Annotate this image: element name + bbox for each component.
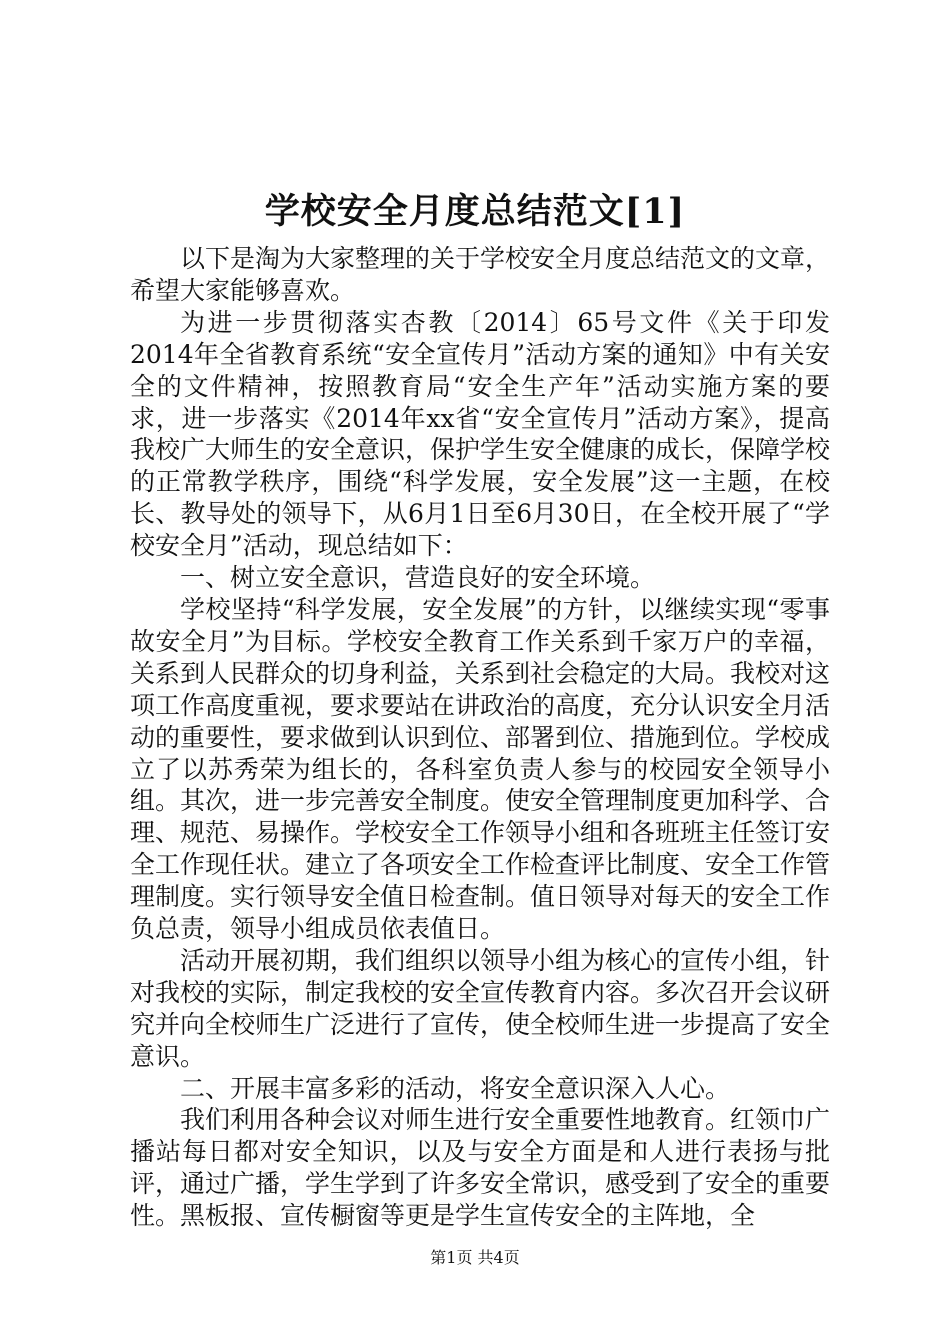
page-footer: 第1页 共4页 xyxy=(430,1248,520,1267)
document-body xyxy=(130,243,830,1232)
paragraph-intro: 以下是淘为大家整理的关于学校安全月度总结范文的文章，希望大家能够喜欢。 xyxy=(130,244,831,305)
paragraph-activity-start: 活动开展初期，我们组织以领导小组为核心的宣传小组，针对我校的实际，制定我校的安全宣传教育内容。多次召开会议研究并向全校师生广泛进行了宣传，使全校师生进一步提高了安全意识。 xyxy=(130,945,831,1071)
paragraph-education: 我们利用各种会议对师生进行安全重要性地教育。红领巾广播站每日都对安全知识，以及与安全方面是和人进行表扬与批评，通过广播，学生学到了许多安全常识，感受到了安全的重要性。黑板报、宣传橱窗等更是学生宣传安全的主阵地，全 xyxy=(130,1105,831,1231)
section-heading-1: 一、树立安全意识，营造良好的安全环境。 xyxy=(180,563,656,593)
section-heading-2: 二、开展丰富多彩的活动，将安全意识深入人心。 xyxy=(180,1073,731,1103)
paragraph-safety-awareness: 学校坚持“科学发展，安全发展”的方针，以继续实现“零事故安全月”为目标。学校安全教育工作关系到千家万户的幸福，关系到人民群众的切身利益，关系到社会稳定的大局。我校对这项工作高度重视，要求要站在讲政治的高度，充分认识安全月活动的重要性，要求做到认识到位、部署到位、措施到位。学校成立了以苏秀荣为组长的，各科室负责人参与的校园安全领导小组。其次，进一步完善安全制度。使安全管理制度更加科学、合理、规范、易操作。学校安全工作领导小组和各班班主任签订安全工作现任状。建立了各项安全工作检查评比制度、安全工作管理制度。实行领导安全值日检查制。值日领导对每天的安全工作负总责，领导小组成员依表值日。 xyxy=(130,594,831,944)
paragraph-background: 为进一步贯彻落实杏教〔2014〕65号文件《关于印发2014年全省教育系统“安全宣传月”活动方案的通知》中有关安全的文件精神，按照教育局“安全生产年”活动实施方案的要求，进一步落实《2014年xx省“安全宣传月”活动方案》，提高我校广大师生的安全意识，保护学生安全健康的成长，保障学校的正常教学秩序，围绕“科学发展，安全发展”这一主题，在校长、教导处的领导下，从6月1日至6月30日，在全校开展了“学校安全月”活动，现总结如下： xyxy=(130,307,831,561)
document-title: 学校安全月度总结范文[1] xyxy=(264,191,686,232)
